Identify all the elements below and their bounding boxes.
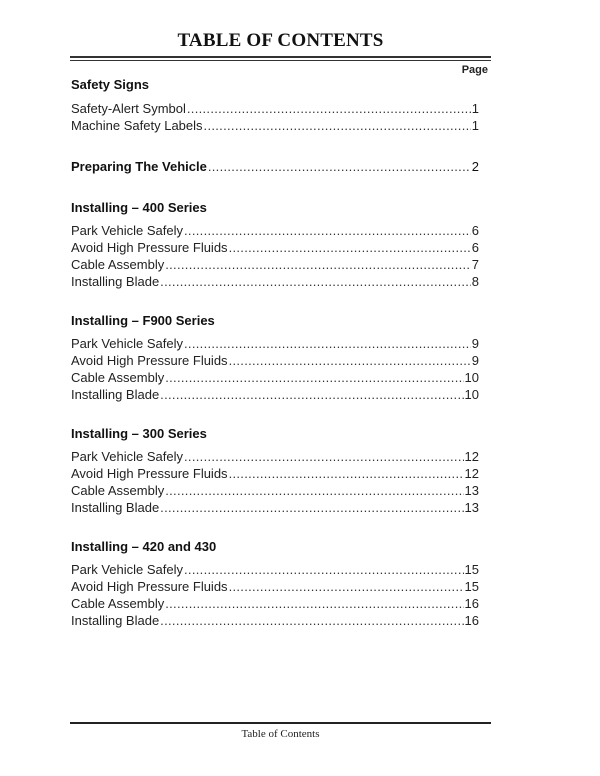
section-heading: Installing – F900 Series bbox=[71, 313, 215, 328]
dot-leader bbox=[160, 499, 463, 516]
dot-leader bbox=[208, 158, 471, 175]
toc-section-f900-series bbox=[71, 312, 479, 403]
entry-page-number: 10 bbox=[464, 387, 479, 402]
entry-label: Installing Blade bbox=[71, 613, 160, 628]
entry-page-number: 12 bbox=[464, 449, 479, 464]
toc-entry[interactable] bbox=[71, 352, 479, 369]
toc-entry-heading[interactable] bbox=[71, 158, 479, 175]
entry-label: Park Vehicle Safely bbox=[71, 562, 184, 577]
toc-entry[interactable] bbox=[71, 335, 479, 352]
dot-leader bbox=[165, 369, 463, 386]
entry-label: Avoid High Pressure Fluids bbox=[71, 240, 228, 255]
entry-page-number: 15 bbox=[464, 562, 479, 577]
dot-leader bbox=[160, 273, 471, 290]
table-of-contents bbox=[71, 76, 479, 629]
entry-page-number: 9 bbox=[471, 353, 479, 368]
entry-label: Avoid High Pressure Fluids bbox=[71, 579, 228, 594]
entry-page-number: 8 bbox=[471, 274, 479, 289]
toc-entry[interactable] bbox=[71, 369, 479, 386]
entry-page-number: 15 bbox=[464, 579, 479, 594]
entry-label: Preparing The Vehicle bbox=[71, 159, 207, 174]
entry-page-number: 6 bbox=[471, 223, 479, 238]
toc-section-safety-signs bbox=[71, 76, 479, 134]
toc-section-300-series bbox=[71, 425, 479, 516]
entry-page-number: 1 bbox=[471, 118, 479, 133]
title-double-rule bbox=[70, 56, 491, 62]
entry-page-number: 10 bbox=[464, 370, 479, 385]
toc-section-preparing-vehicle bbox=[71, 158, 479, 175]
entry-page-number: 12 bbox=[464, 466, 479, 481]
toc-entry[interactable] bbox=[71, 578, 479, 595]
toc-entry[interactable] bbox=[71, 448, 479, 465]
dot-leader bbox=[184, 561, 464, 578]
entry-page-number: 16 bbox=[464, 613, 479, 628]
page-title: TABLE OF CONTENTS bbox=[177, 30, 384, 51]
entry-page-number: 16 bbox=[464, 596, 479, 611]
toc-entry[interactable] bbox=[71, 561, 479, 578]
dot-leader bbox=[229, 239, 471, 256]
dot-leader bbox=[184, 335, 471, 352]
page-column-label: Page bbox=[461, 64, 488, 76]
toc-entry[interactable] bbox=[71, 595, 479, 612]
toc-entry[interactable] bbox=[71, 222, 479, 239]
section-heading: Safety Signs bbox=[71, 77, 150, 92]
dot-leader bbox=[229, 578, 464, 595]
toc-entry[interactable] bbox=[71, 117, 479, 134]
dot-leader bbox=[165, 482, 463, 499]
entry-label: Cable Assembly bbox=[71, 596, 165, 611]
toc-entry[interactable] bbox=[71, 612, 479, 629]
entry-label: Installing Blade bbox=[71, 274, 160, 289]
dot-leader bbox=[165, 595, 463, 612]
entry-label: Park Vehicle Safely bbox=[71, 336, 184, 351]
dot-leader bbox=[187, 100, 471, 117]
entry-label: Cable Assembly bbox=[71, 370, 165, 385]
entry-label: Park Vehicle Safely bbox=[71, 223, 184, 238]
footer-rule bbox=[70, 722, 491, 724]
toc-entry[interactable] bbox=[71, 100, 479, 117]
entry-label: Avoid High Pressure Fluids bbox=[71, 466, 228, 481]
section-heading: Installing – 400 Series bbox=[71, 200, 207, 215]
rule-line-thin bbox=[70, 60, 491, 61]
toc-entry[interactable] bbox=[71, 465, 479, 482]
dot-leader bbox=[229, 465, 464, 482]
entry-label: Safety-Alert Symbol bbox=[71, 101, 186, 116]
dot-leader bbox=[184, 222, 471, 239]
toc-entry[interactable] bbox=[71, 239, 479, 256]
entry-label: Installing Blade bbox=[71, 500, 160, 515]
entry-label: Installing Blade bbox=[71, 387, 160, 402]
section-heading: Installing – 300 Series bbox=[71, 426, 207, 441]
entry-page-number: 6 bbox=[471, 240, 479, 255]
toc-section-400-series bbox=[71, 199, 479, 290]
toc-section-420-430 bbox=[71, 538, 479, 629]
entry-page-number: 7 bbox=[471, 257, 479, 272]
toc-entry[interactable] bbox=[71, 386, 479, 403]
entry-label: Avoid High Pressure Fluids bbox=[71, 353, 228, 368]
section-heading: Installing – 420 and 430 bbox=[71, 539, 217, 554]
dot-leader bbox=[160, 386, 463, 403]
entry-label: Cable Assembly bbox=[71, 257, 165, 272]
entry-page-number: 13 bbox=[464, 483, 479, 498]
toc-entry[interactable] bbox=[71, 256, 479, 273]
dot-leader bbox=[184, 448, 464, 465]
entry-page-number: 1 bbox=[471, 101, 479, 116]
dot-leader bbox=[229, 352, 471, 369]
page-footer: Table of Contents bbox=[241, 728, 320, 740]
rule-line-thick bbox=[70, 56, 491, 58]
dot-leader bbox=[204, 117, 471, 134]
dot-leader bbox=[160, 612, 463, 629]
dot-leader bbox=[165, 256, 471, 273]
entry-label: Machine Safety Labels bbox=[71, 118, 203, 133]
toc-entry[interactable] bbox=[71, 482, 479, 499]
entry-label: Cable Assembly bbox=[71, 483, 165, 498]
entry-label: Park Vehicle Safely bbox=[71, 449, 184, 464]
entry-page-number: 2 bbox=[471, 159, 479, 174]
toc-entry[interactable] bbox=[71, 273, 479, 290]
toc-entry[interactable] bbox=[71, 499, 479, 516]
entry-page-number: 13 bbox=[464, 500, 479, 515]
entry-page-number: 9 bbox=[471, 336, 479, 351]
